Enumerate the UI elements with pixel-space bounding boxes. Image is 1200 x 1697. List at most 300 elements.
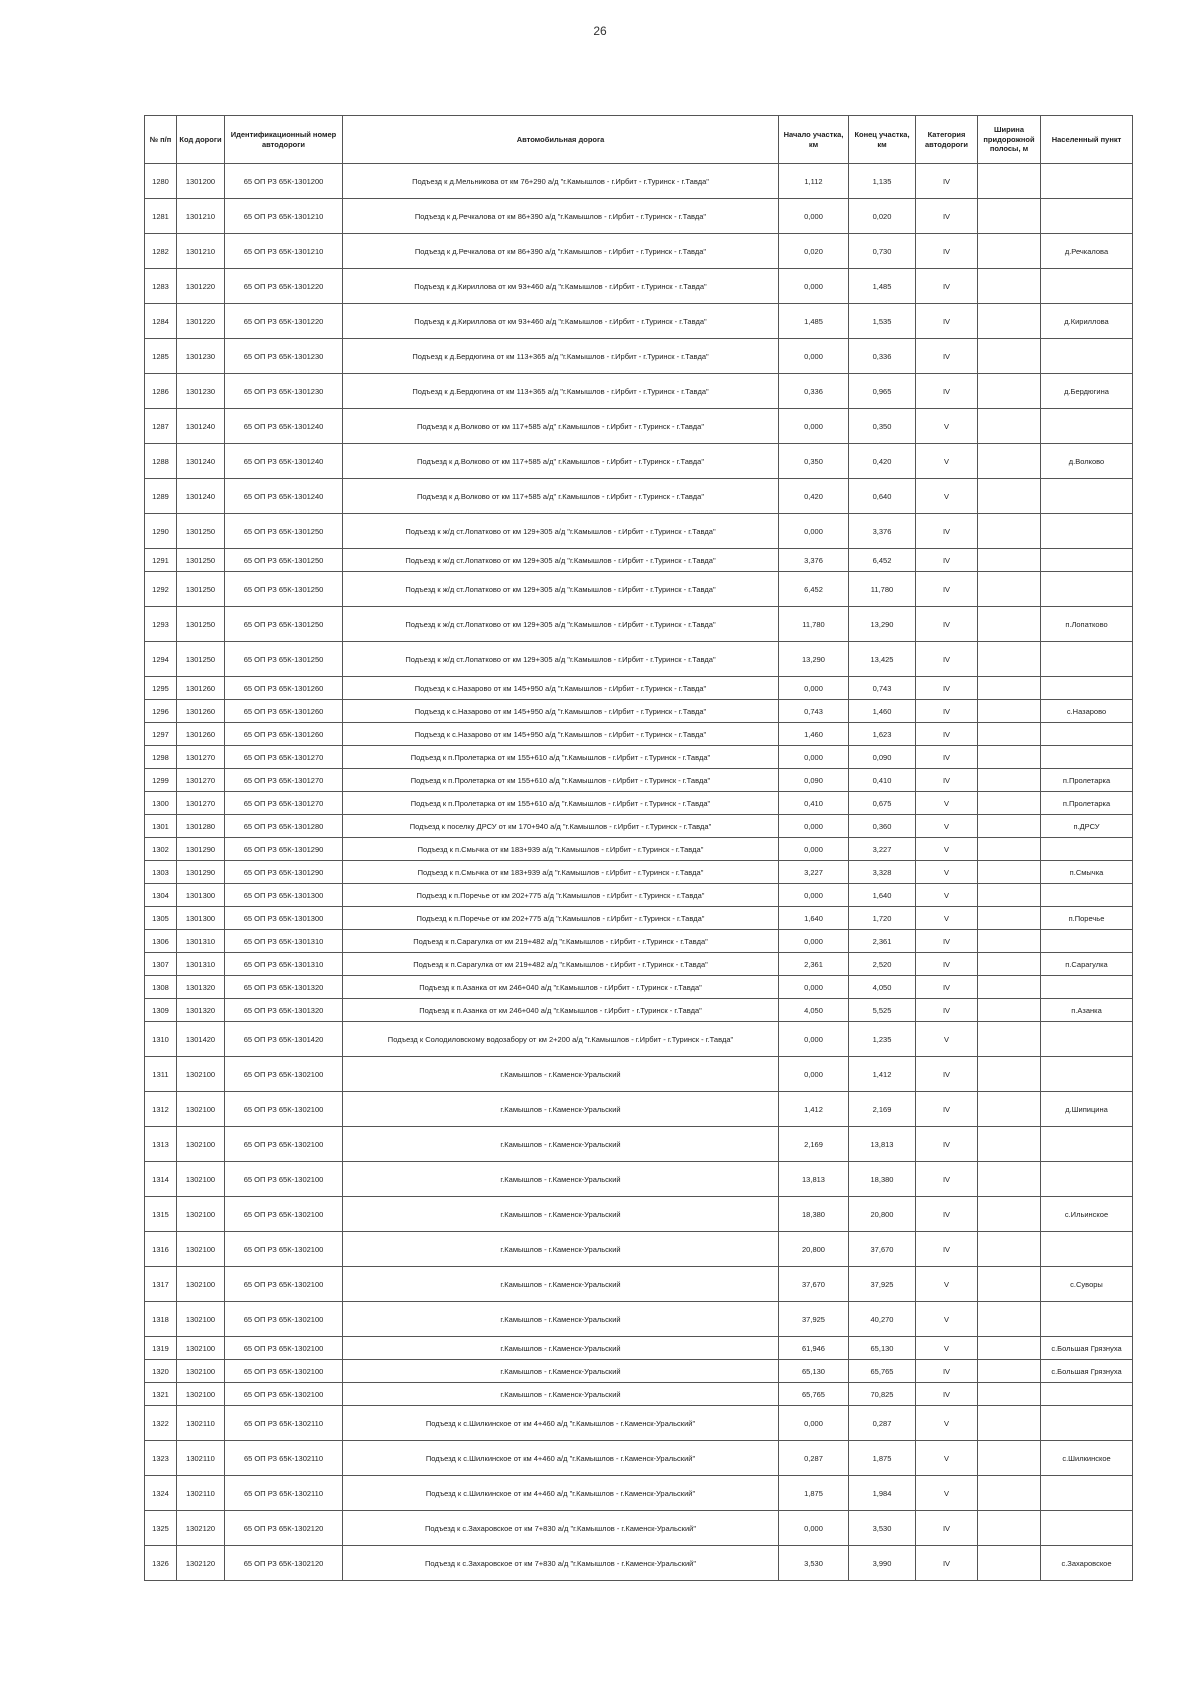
- cell-end: 1,535: [849, 304, 916, 339]
- cell-code: 1301250: [177, 642, 225, 677]
- cell-num: 1287: [145, 409, 177, 444]
- cell-category: IV: [916, 199, 978, 234]
- cell-place: [1041, 1511, 1133, 1546]
- cell-place: [1041, 1022, 1133, 1057]
- cell-category: IV: [916, 999, 978, 1022]
- cell-num: 1296: [145, 700, 177, 723]
- cell-place: п.Поречье: [1041, 907, 1133, 930]
- cell-code: 1302100: [177, 1197, 225, 1232]
- cell-road: Подъезд к поселку ДРСУ от км 170+940 а/д "г.Камышлов - г.Ирбит - г.Туринск - г.Тавда": [343, 815, 779, 838]
- table-row: [145, 723, 1133, 746]
- cell-category: IV: [916, 1383, 978, 1406]
- cell-end: 1,875: [849, 1441, 916, 1476]
- cell-end: 13,813: [849, 1127, 916, 1162]
- cell-category: IV: [916, 164, 978, 199]
- cell-ident: 65 ОП РЗ 65К-1302110: [225, 1441, 343, 1476]
- cell-width: [978, 1302, 1041, 1337]
- cell-width: [978, 199, 1041, 234]
- cell-end: 0,675: [849, 792, 916, 815]
- cell-ident: 65 ОП РЗ 65К-1302100: [225, 1162, 343, 1197]
- cell-num: 1288: [145, 444, 177, 479]
- cell-road: г.Камышлов - г.Каменск-Уральский: [343, 1360, 779, 1383]
- cell-code: 1302100: [177, 1267, 225, 1302]
- cell-width: [978, 607, 1041, 642]
- cell-end: 0,640: [849, 479, 916, 514]
- cell-width: [978, 1092, 1041, 1127]
- cell-code: 1301420: [177, 1022, 225, 1057]
- cell-num: 1281: [145, 199, 177, 234]
- cell-num: 1313: [145, 1127, 177, 1162]
- cell-width: [978, 1360, 1041, 1383]
- cell-num: 1323: [145, 1441, 177, 1476]
- cell-width: [978, 1267, 1041, 1302]
- cell-place: с.Назарово: [1041, 700, 1133, 723]
- cell-start: 37,670: [779, 1267, 849, 1302]
- cell-place: [1041, 514, 1133, 549]
- cell-num: 1318: [145, 1302, 177, 1337]
- cell-road: Подъезд к п.Поречье от км 202+775 а/д "г.Камышлов - г.Ирбит - г.Туринск - г.Тавда": [343, 907, 779, 930]
- cell-road: г.Камышлов - г.Каменск-Уральский: [343, 1267, 779, 1302]
- cell-end: 0,965: [849, 374, 916, 409]
- cell-num: 1294: [145, 642, 177, 677]
- cell-end: 2,520: [849, 953, 916, 976]
- cell-ident: 65 ОП РЗ 65К-1301320: [225, 976, 343, 999]
- cell-road: Подъезд к д.Кириллова от км 93+460 а/д "г.Камышлов - г.Ирбит - г.Туринск - г.Тавда": [343, 304, 779, 339]
- cell-end: 3,376: [849, 514, 916, 549]
- cell-category: IV: [916, 677, 978, 700]
- cell-road: Подъезд к с.Назарово от км 145+950 а/д "г.Камышлов - г.Ирбит - г.Туринск - г.Тавда": [343, 700, 779, 723]
- table-row: [145, 1057, 1133, 1092]
- cell-road: Подъезд к д.Речкалова от км 86+390 а/д "г.Камышлов - г.Ирбит - г.Туринск - г.Тавда": [343, 234, 779, 269]
- cell-code: 1301210: [177, 199, 225, 234]
- cell-end: 0,730: [849, 234, 916, 269]
- cell-category: IV: [916, 234, 978, 269]
- cell-end: 13,290: [849, 607, 916, 642]
- cell-width: [978, 1022, 1041, 1057]
- cell-category: IV: [916, 1162, 978, 1197]
- cell-width: [978, 723, 1041, 746]
- table-row: [145, 479, 1133, 514]
- cell-code: 1301300: [177, 907, 225, 930]
- cell-road: Подъезд к ж/д ст.Лопатково от км 129+305 а/д "г.Камышлов - г.Ирбит - г.Туринск - г.Тавда": [343, 607, 779, 642]
- cell-end: 2,169: [849, 1092, 916, 1127]
- cell-ident: 65 ОП РЗ 65К-1301220: [225, 269, 343, 304]
- cell-end: 0,410: [849, 769, 916, 792]
- cell-num: 1317: [145, 1267, 177, 1302]
- cell-road: Подъезд к д.Волково от км 117+585 а/д" г.Камышлов - г.Ирбит - г.Туринск - г.Тавда": [343, 444, 779, 479]
- cell-road: г.Камышлов - г.Каменск-Уральский: [343, 1383, 779, 1406]
- cell-start: 0,000: [779, 199, 849, 234]
- table-row: [145, 1511, 1133, 1546]
- cell-code: 1301320: [177, 976, 225, 999]
- table-row: [145, 1232, 1133, 1267]
- header-code: Код дороги: [177, 116, 225, 164]
- cell-width: [978, 1162, 1041, 1197]
- cell-road: г.Камышлов - г.Каменск-Уральский: [343, 1127, 779, 1162]
- cell-ident: 65 ОП РЗ 65К-1301250: [225, 572, 343, 607]
- cell-num: 1295: [145, 677, 177, 700]
- cell-code: 1301240: [177, 409, 225, 444]
- table-row: [145, 164, 1133, 199]
- cell-road: Подъезд к д.Бердюгина от км 113+365 а/д "г.Камышлов - г.Ирбит - г.Туринск - г.Тавда": [343, 374, 779, 409]
- cell-place: [1041, 838, 1133, 861]
- table-row: [145, 304, 1133, 339]
- cell-start: 0,000: [779, 409, 849, 444]
- cell-category: IV: [916, 607, 978, 642]
- cell-category: V: [916, 815, 978, 838]
- cell-ident: 65 ОП РЗ 65К-1302120: [225, 1546, 343, 1581]
- cell-place: д.Волково: [1041, 444, 1133, 479]
- cell-width: [978, 1383, 1041, 1406]
- cell-code: 1301200: [177, 164, 225, 199]
- table-row: [145, 1302, 1133, 1337]
- cell-width: [978, 1232, 1041, 1267]
- cell-category: V: [916, 907, 978, 930]
- table-row: [145, 199, 1133, 234]
- table-row: [145, 1337, 1133, 1360]
- cell-start: 1,460: [779, 723, 849, 746]
- cell-code: 1302100: [177, 1337, 225, 1360]
- cell-ident: 65 ОП РЗ 65К-1301200: [225, 164, 343, 199]
- cell-ident: 65 ОП РЗ 65К-1302100: [225, 1383, 343, 1406]
- table-row: [145, 1476, 1133, 1511]
- cell-width: [978, 815, 1041, 838]
- table-row: [145, 444, 1133, 479]
- cell-code: 1302100: [177, 1127, 225, 1162]
- header-ident: Идентификационный номер автодороги: [225, 116, 343, 164]
- cell-width: [978, 1511, 1041, 1546]
- table-row: [145, 607, 1133, 642]
- cell-start: 2,169: [779, 1127, 849, 1162]
- cell-num: 1289: [145, 479, 177, 514]
- table-row: [145, 1092, 1133, 1127]
- cell-width: [978, 976, 1041, 999]
- cell-code: 1301270: [177, 792, 225, 815]
- cell-num: 1298: [145, 746, 177, 769]
- cell-num: 1304: [145, 884, 177, 907]
- cell-width: [978, 1546, 1041, 1581]
- cell-start: 37,925: [779, 1302, 849, 1337]
- cell-road: Подъезд к д.Речкалова от км 86+390 а/д "г.Камышлов - г.Ирбит - г.Туринск - г.Тавда": [343, 199, 779, 234]
- cell-place: [1041, 1383, 1133, 1406]
- cell-ident: 65 ОП РЗ 65К-1302100: [225, 1197, 343, 1232]
- cell-num: 1314: [145, 1162, 177, 1197]
- cell-code: 1301300: [177, 884, 225, 907]
- cell-end: 3,530: [849, 1511, 916, 1546]
- cell-ident: 65 ОП РЗ 65К-1301250: [225, 607, 343, 642]
- table-row: [145, 700, 1133, 723]
- cell-ident: 65 ОП РЗ 65К-1302100: [225, 1337, 343, 1360]
- cell-place: [1041, 1302, 1133, 1337]
- cell-start: 1,112: [779, 164, 849, 199]
- cell-road: Подъезд к п.Поречье от км 202+775 а/д "г.Камышлов - г.Ирбит - г.Туринск - г.Тавда": [343, 884, 779, 907]
- cell-road: г.Камышлов - г.Каменск-Уральский: [343, 1162, 779, 1197]
- cell-code: 1301220: [177, 269, 225, 304]
- cell-ident: 65 ОП РЗ 65К-1301290: [225, 861, 343, 884]
- table-row: [145, 1022, 1133, 1057]
- cell-place: [1041, 1162, 1133, 1197]
- cell-start: 0,420: [779, 479, 849, 514]
- cell-width: [978, 1441, 1041, 1476]
- cell-road: г.Камышлов - г.Каменск-Уральский: [343, 1302, 779, 1337]
- cell-end: 6,452: [849, 549, 916, 572]
- cell-ident: 65 ОП РЗ 65К-1301230: [225, 339, 343, 374]
- cell-code: 1302100: [177, 1057, 225, 1092]
- cell-width: [978, 746, 1041, 769]
- cell-place: с.Шилкинское: [1041, 1441, 1133, 1476]
- cell-start: 11,780: [779, 607, 849, 642]
- cell-start: 0,350: [779, 444, 849, 479]
- cell-num: 1291: [145, 549, 177, 572]
- cell-ident: 65 ОП РЗ 65К-1301210: [225, 199, 343, 234]
- cell-num: 1311: [145, 1057, 177, 1092]
- cell-end: 0,287: [849, 1406, 916, 1441]
- header-road: Автомобильная дорога: [343, 116, 779, 164]
- cell-road: Подъезд к д.Волково от км 117+585 а/д" г.Камышлов - г.Ирбит - г.Туринск - г.Тавда": [343, 479, 779, 514]
- cell-code: 1301310: [177, 953, 225, 976]
- cell-place: [1041, 409, 1133, 444]
- table-row: [145, 269, 1133, 304]
- cell-start: 0,000: [779, 815, 849, 838]
- cell-category: IV: [916, 514, 978, 549]
- cell-end: 1,720: [849, 907, 916, 930]
- cell-code: 1301260: [177, 723, 225, 746]
- cell-num: 1292: [145, 572, 177, 607]
- cell-num: 1324: [145, 1476, 177, 1511]
- cell-road: Подъезд к д.Кириллова от км 93+460 а/д "г.Камышлов - г.Ирбит - г.Туринск - г.Тавда": [343, 269, 779, 304]
- cell-category: IV: [916, 642, 978, 677]
- cell-ident: 65 ОП РЗ 65К-1301240: [225, 479, 343, 514]
- cell-width: [978, 642, 1041, 677]
- cell-road: Подъезд к с.Шилкинское от км 4+460 а/д "г.Камышлов - г.Каменск-Уральский": [343, 1406, 779, 1441]
- cell-num: 1300: [145, 792, 177, 815]
- cell-start: 0,336: [779, 374, 849, 409]
- cell-start: 1,485: [779, 304, 849, 339]
- table-row: [145, 1197, 1133, 1232]
- cell-start: 0,410: [779, 792, 849, 815]
- cell-ident: 65 ОП РЗ 65К-1301230: [225, 374, 343, 409]
- cell-code: 1302110: [177, 1476, 225, 1511]
- cell-road: Подъезд к д.Волково от км 117+585 а/д" г.Камышлов - г.Ирбит - г.Туринск - г.Тавда": [343, 409, 779, 444]
- cell-road: Подъезд к с.Назарово от км 145+950 а/д "г.Камышлов - г.Ирбит - г.Туринск - г.Тавда": [343, 723, 779, 746]
- header-end: Конец участка, км: [849, 116, 916, 164]
- cell-end: 5,525: [849, 999, 916, 1022]
- cell-num: 1312: [145, 1092, 177, 1127]
- table-row: [145, 1267, 1133, 1302]
- cell-road: г.Камышлов - г.Каменск-Уральский: [343, 1092, 779, 1127]
- cell-code: 1302120: [177, 1546, 225, 1581]
- cell-start: 2,361: [779, 953, 849, 976]
- cell-end: 3,328: [849, 861, 916, 884]
- cell-num: 1299: [145, 769, 177, 792]
- cell-end: 70,825: [849, 1383, 916, 1406]
- cell-road: Подъезд к п.Сарагулка от км 219+482 а/д "г.Камышлов - г.Ирбит - г.Туринск - г.Тавда": [343, 930, 779, 953]
- cell-width: [978, 884, 1041, 907]
- cell-category: IV: [916, 1360, 978, 1383]
- cell-width: [978, 409, 1041, 444]
- cell-code: 1302100: [177, 1360, 225, 1383]
- cell-width: [978, 339, 1041, 374]
- cell-end: 13,425: [849, 642, 916, 677]
- cell-code: 1301210: [177, 234, 225, 269]
- cell-num: 1305: [145, 907, 177, 930]
- cell-end: 1,984: [849, 1476, 916, 1511]
- cell-place: [1041, 164, 1133, 199]
- cell-place: п.Сарагулка: [1041, 953, 1133, 976]
- cell-road: г.Камышлов - г.Каменск-Уральский: [343, 1337, 779, 1360]
- cell-category: V: [916, 1302, 978, 1337]
- cell-code: 1301220: [177, 304, 225, 339]
- cell-ident: 65 ОП РЗ 65К-1301260: [225, 700, 343, 723]
- cell-width: [978, 700, 1041, 723]
- cell-num: 1315: [145, 1197, 177, 1232]
- cell-category: IV: [916, 746, 978, 769]
- cell-start: 0,000: [779, 339, 849, 374]
- cell-width: [978, 444, 1041, 479]
- cell-end: 1,235: [849, 1022, 916, 1057]
- cell-place: [1041, 884, 1133, 907]
- cell-start: 0,000: [779, 884, 849, 907]
- cell-category: V: [916, 479, 978, 514]
- table-row: [145, 861, 1133, 884]
- cell-end: 65,765: [849, 1360, 916, 1383]
- cell-category: IV: [916, 1197, 978, 1232]
- cell-start: 1,875: [779, 1476, 849, 1511]
- cell-road: г.Камышлов - г.Каменск-Уральский: [343, 1197, 779, 1232]
- cell-start: 4,050: [779, 999, 849, 1022]
- table-row: [145, 409, 1133, 444]
- cell-road: г.Камышлов - г.Каменск-Уральский: [343, 1057, 779, 1092]
- cell-place: [1041, 549, 1133, 572]
- cell-width: [978, 514, 1041, 549]
- cell-code: 1301260: [177, 700, 225, 723]
- cell-start: 3,376: [779, 549, 849, 572]
- cell-num: 1297: [145, 723, 177, 746]
- table-row: [145, 642, 1133, 677]
- cell-category: V: [916, 884, 978, 907]
- cell-width: [978, 1127, 1041, 1162]
- table-row: [145, 234, 1133, 269]
- cell-num: 1290: [145, 514, 177, 549]
- cell-code: 1302120: [177, 1511, 225, 1546]
- cell-width: [978, 861, 1041, 884]
- cell-category: IV: [916, 1232, 978, 1267]
- cell-code: 1301250: [177, 549, 225, 572]
- cell-num: 1303: [145, 861, 177, 884]
- cell-category: V: [916, 1441, 978, 1476]
- cell-road: Подъезд к п.Пролетарка от км 155+610 а/д "г.Камышлов - г.Ирбит - г.Туринск - г.Тавда": [343, 769, 779, 792]
- cell-category: IV: [916, 1092, 978, 1127]
- cell-ident: 65 ОП РЗ 65К-1301220: [225, 304, 343, 339]
- cell-code: 1302100: [177, 1092, 225, 1127]
- cell-width: [978, 1406, 1041, 1441]
- cell-ident: 65 ОП РЗ 65К-1302100: [225, 1267, 343, 1302]
- cell-place: с.Суворы: [1041, 1267, 1133, 1302]
- cell-code: 1301230: [177, 339, 225, 374]
- table-row: [145, 572, 1133, 607]
- cell-num: 1285: [145, 339, 177, 374]
- cell-place: п.ДРСУ: [1041, 815, 1133, 838]
- table-row: [145, 374, 1133, 409]
- table-row: [145, 549, 1133, 572]
- cell-width: [978, 1337, 1041, 1360]
- cell-start: 0,000: [779, 746, 849, 769]
- cell-category: IV: [916, 769, 978, 792]
- cell-code: 1301250: [177, 607, 225, 642]
- cell-place: д.Бердюгина: [1041, 374, 1133, 409]
- cell-road: Подъезд к ж/д ст.Лопатково от км 129+305 а/д "г.Камышлов - г.Ирбит - г.Туринск - г.Тавда": [343, 642, 779, 677]
- table-row: [145, 1360, 1133, 1383]
- table-row: [145, 514, 1133, 549]
- cell-end: 1,485: [849, 269, 916, 304]
- cell-place: [1041, 677, 1133, 700]
- cell-width: [978, 234, 1041, 269]
- cell-place: д.Кириллова: [1041, 304, 1133, 339]
- cell-start: 13,290: [779, 642, 849, 677]
- cell-category: V: [916, 1476, 978, 1511]
- cell-num: 1283: [145, 269, 177, 304]
- cell-category: IV: [916, 953, 978, 976]
- cell-start: 6,452: [779, 572, 849, 607]
- cell-ident: 65 ОП РЗ 65К-1301270: [225, 746, 343, 769]
- cell-category: IV: [916, 976, 978, 999]
- cell-place: п.Лопатково: [1041, 607, 1133, 642]
- cell-end: 2,361: [849, 930, 916, 953]
- cell-place: [1041, 723, 1133, 746]
- cell-place: [1041, 1057, 1133, 1092]
- cell-road: Подъезд к ж/д ст.Лопатково от км 129+305 а/д "г.Камышлов - г.Ирбит - г.Туринск - г.Тавда": [343, 549, 779, 572]
- cell-ident: 65 ОП РЗ 65К-1301270: [225, 769, 343, 792]
- cell-start: 0,000: [779, 838, 849, 861]
- cell-width: [978, 769, 1041, 792]
- header-start: Начало участка, км: [779, 116, 849, 164]
- cell-category: IV: [916, 930, 978, 953]
- cell-start: 0,000: [779, 1511, 849, 1546]
- cell-category: V: [916, 409, 978, 444]
- cell-category: V: [916, 444, 978, 479]
- cell-start: 65,130: [779, 1360, 849, 1383]
- cell-category: IV: [916, 1127, 978, 1162]
- cell-code: 1301310: [177, 930, 225, 953]
- cell-ident: 65 ОП РЗ 65К-1302100: [225, 1127, 343, 1162]
- cell-code: 1301290: [177, 838, 225, 861]
- cell-ident: 65 ОП РЗ 65К-1301240: [225, 409, 343, 444]
- cell-ident: 65 ОП РЗ 65К-1301250: [225, 642, 343, 677]
- cell-num: 1322: [145, 1406, 177, 1441]
- cell-num: 1307: [145, 953, 177, 976]
- cell-place: д.Шипицина: [1041, 1092, 1133, 1127]
- cell-place: [1041, 479, 1133, 514]
- cell-ident: 65 ОП РЗ 65К-1302110: [225, 1406, 343, 1441]
- cell-code: 1302110: [177, 1406, 225, 1441]
- cell-code: 1302110: [177, 1441, 225, 1476]
- table-header-row: [145, 116, 1133, 164]
- cell-ident: 65 ОП РЗ 65К-1301250: [225, 514, 343, 549]
- cell-end: 18,380: [849, 1162, 916, 1197]
- cell-place: [1041, 746, 1133, 769]
- cell-start: 0,000: [779, 269, 849, 304]
- cell-end: 40,270: [849, 1302, 916, 1337]
- cell-end: 0,350: [849, 409, 916, 444]
- header-place: Населенный пункт: [1041, 116, 1133, 164]
- cell-end: 4,050: [849, 976, 916, 999]
- cell-place: с.Захаровское: [1041, 1546, 1133, 1581]
- cell-width: [978, 953, 1041, 976]
- cell-num: 1308: [145, 976, 177, 999]
- cell-num: 1320: [145, 1360, 177, 1383]
- table-row: [145, 1162, 1133, 1197]
- cell-ident: 65 ОП РЗ 65К-1302100: [225, 1360, 343, 1383]
